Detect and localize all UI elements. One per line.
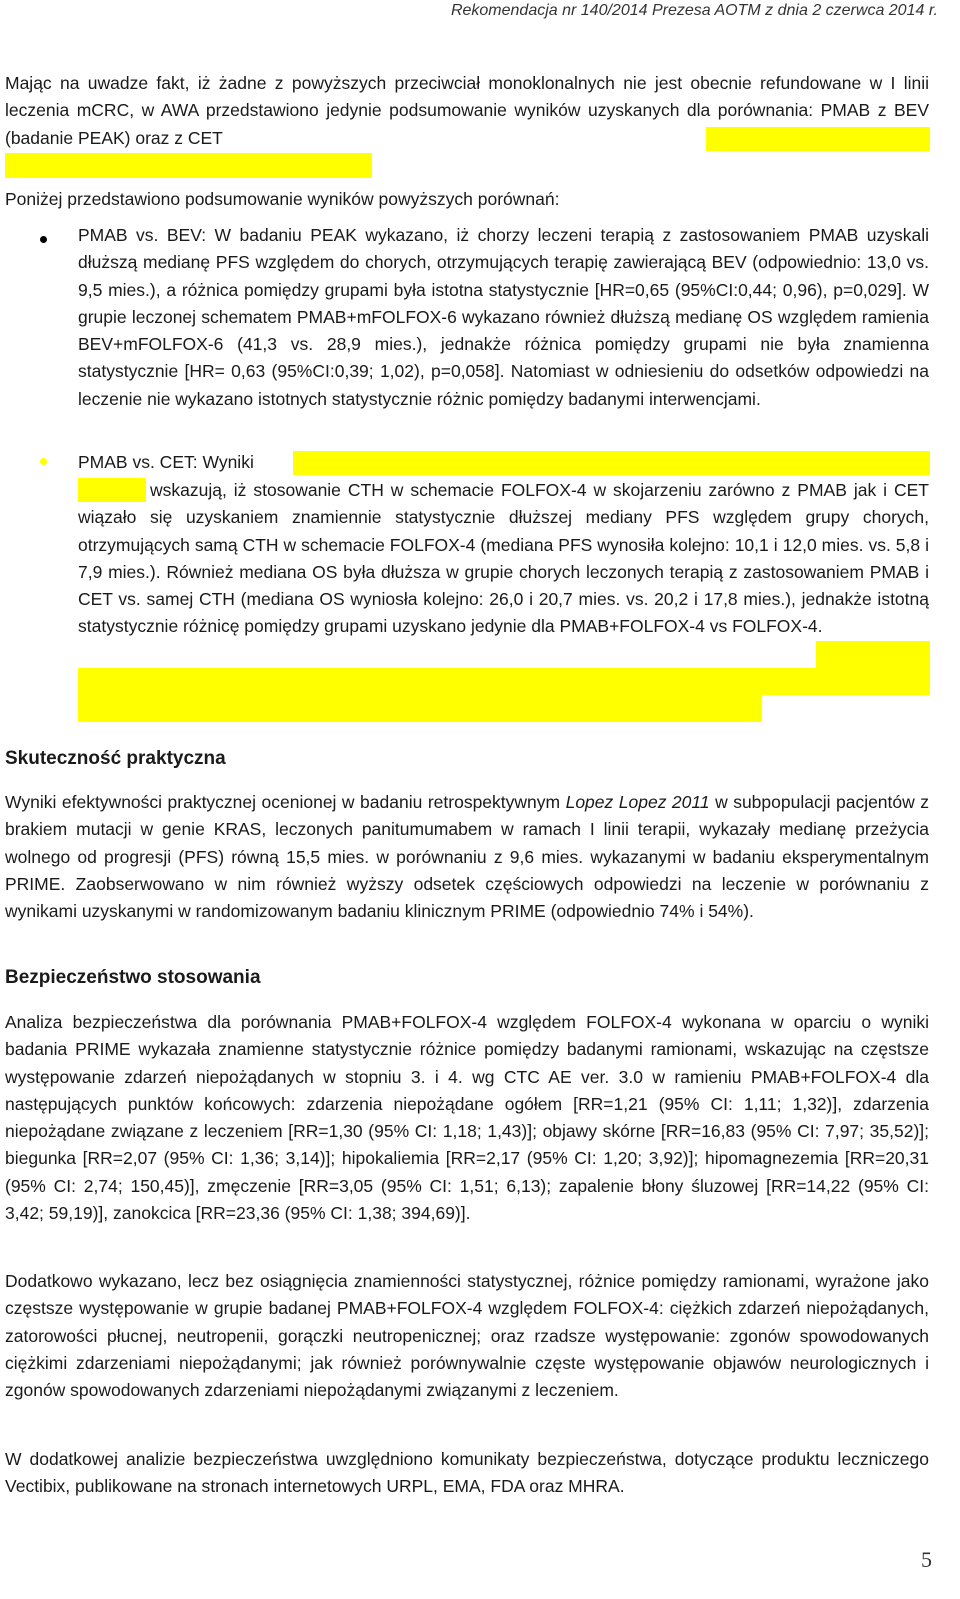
bullet-marker bbox=[40, 236, 47, 243]
redaction-highlight bbox=[5, 153, 372, 178]
study-citation: Lopez Lopez 2011 bbox=[565, 792, 710, 812]
bullet-marker bbox=[40, 458, 47, 465]
safety-paragraph-2: Dodatkowo wykazano, lecz bez osiągnięcia znamienności statystycznej, różnice pomiędzy ramionami, wyrażone jako częstsze występowanie w grupie badanej PMAB+FOLFOX-4 względem FOLFOX-4: ciężkich zdarzeń niepożądanych, zatorowości płucnej, neutropenii, gorączki neutropenicznej; oraz rzadsze występowanie: zgonów spowodowanych ciężkimi zdarzeniami niepożądanymi; jak również porównywalnie częste występowanie objawów neurologicznych i zgonów spowodowanych zdarzeniami niepożądanymi związanymi z leczeniem. bbox=[5, 1271, 929, 1401]
redaction-highlight bbox=[706, 127, 930, 151]
practical-text-end: w subpopulacji pacjentów z brakiem mutacji w genie KRAS, leczonych panitumumabem w ramach I linii terapii, wykazały medianę przeżycia wolnego od progresji (PFS) równą 15,5 mies. w porównaniu z 9,6 mies. wykazanymi w badaniu eksperymentalnym PRIME. Zaobserwowano w nim również wyższy odsetek częściowych odpowiedzi na leczenie w porównaniu z wynikami uzyskanymi w randomizowanym badaniu klinicznym PRIME (odpowiednio 74% i 54%). bbox=[5, 792, 930, 922]
summary-line: Poniżej przedstawiono podsumowanie wyników powyższych porównań: bbox=[5, 189, 560, 209]
redaction-highlight bbox=[78, 668, 930, 695]
safety-paragraph-3: W dodatkowej analizie bezpieczeństwa uwzględniono komunikaty bezpieczeństwa, dotyczące produktu leczniczego Vectibix, publikowane na stronach internetowych URPL, EMA, FDA oraz MHRA. bbox=[5, 1449, 929, 1497]
redaction-highlight bbox=[78, 695, 762, 722]
bullet-pmab-vs-cet-text: wskazują, iż stosowanie CTH w schemacie FOLFOX-4 w skojarzeniu zarówno z PMAB jak i CET wiązało się uzyskaniem znamiennie statystycznie dłuższej mediany PFS względem grupy chorych, otrzymujących samą CTH w schemacie FOLFOX-4 (mediana PFS wynosiła kolejno: 10,1 i 12,0 mies. vs. 5,8 i 7,9 mies.). Również mediana OS była dłuższa w grupie chorych leczonych terapią z zastosowaniem PMAB i CET vs. samej CTH (mediana OS wyniosła kolejno: 26,0 i 20,7 mies. vs. 20,2 i 17,8 mies.), jednakże istotną statystycznie różnicę pomiędzy grupami uzyskano jedynie dla PMAB+FOLFOX-4 vs FOLFOX-4. bbox=[78, 480, 929, 637]
practical-paragraph bbox=[5, 789, 929, 925]
redaction-highlight bbox=[293, 451, 930, 475]
section-heading-practical: Skuteczność praktyczna bbox=[5, 748, 226, 769]
section-heading-safety: Bezpieczeństwo stosowania bbox=[5, 967, 261, 988]
redaction-highlight bbox=[816, 641, 930, 668]
practical-text-start: Wyniki efektywności praktycznej ocenionej w badaniu retrospektywnym bbox=[5, 792, 566, 812]
page-number: 5 bbox=[921, 1547, 932, 1572]
safety-paragraph-1: Analiza bezpieczeństwa dla porównania PMAB+FOLFOX-4 względem FOLFOX-4 wykonana w oparciu o wyniki badania PRIME wykazała znamienne statystycznie różnice pomiędzy badanymi ramionami, wskazując na częstsze występowanie zdarzeń niepożądanych w stopniu 3. i 4. wg CTC AE ver. 3.0 w ramieniu PMAB+FOLFOX-4 dla następujących punktów końcowych: zdarzenia niepożądane ogółem [RR=1,21 (95% CI: 1,11; 1,32)], zdarzenia niepożądane związane z leczeniem [RR=1,30 (95% CI: 1,18; 1,43)]; objawy skórne [RR=16,83 (95% CI: 7,97; 35,52)]; biegunka [RR=2,07 (95% CI: 1,36; 3,14)]; hipokaliemia [RR=2,17 (95% CI: 1,20; 3,92)]; hipomagnezemia [RR=20,31 (95% CI: 2,74; 150,45)], zmęczenie [RR=3,05 (95% CI: 1,51; 6,13); zapalenie błony śluzowej [RR=14,22 (95% CI: 3,42; 59,19)], zanokcica [RR=23,36 (95% CI: 1,38; 394,69)]. bbox=[5, 1012, 929, 1224]
document-header: Rekomendacja nr 140/2014 Prezesa AOTM z dnia 2 czerwca 2014 r. bbox=[450, 2, 938, 19]
bullet-pmab-vs-bev: PMAB vs. BEV: W badaniu PEAK wykazano, iż chorzy leczeni terapią z zastosowaniem PMAB uzyskali dłuższą medianę PFS względem do chorych, otrzymujących terapię zawierającą BEV (odpowiednio: 13,0 vs. 9,5 mies.), a różnica pomiędzy grupami była istotna statystycznie [HR=0,65 (95%CI:0,44; 0,96), p=0,029]. W grupie leczonej schematem PMAB+mFOLFOX-6 wykazano również dłuższą medianę OS względem ramienia BEV+mFOLFOX-6 (41,3 vs. 28,9 mies.), jednakże różnica pomiędzy grupami nie była znamienna statystycznie [HR= 0,63 (95%CI:0,39; 1,02), p=0,058]. Natomiast w odniesieniu do odsetków odpowiedzi na leczenie nie wykazano istotnych statystycznie różnic pomiędzy badanymi interwencjami. bbox=[78, 225, 929, 409]
bullet-pmab-vs-cet-first-line: PMAB vs. CET: Wyniki bbox=[78, 452, 254, 472]
intro-paragraph: Mając na uwadze fakt, iż żadne z powyższych przeciwciał monoklonalnych nie jest obecnie refundowane w I linii leczenia mCRC, w AWA przedstawiono jedynie podsumowanie wyników uzyskanych dla porównania: PMAB z BEV (badanie PEAK) oraz z CET bbox=[5, 73, 929, 148]
